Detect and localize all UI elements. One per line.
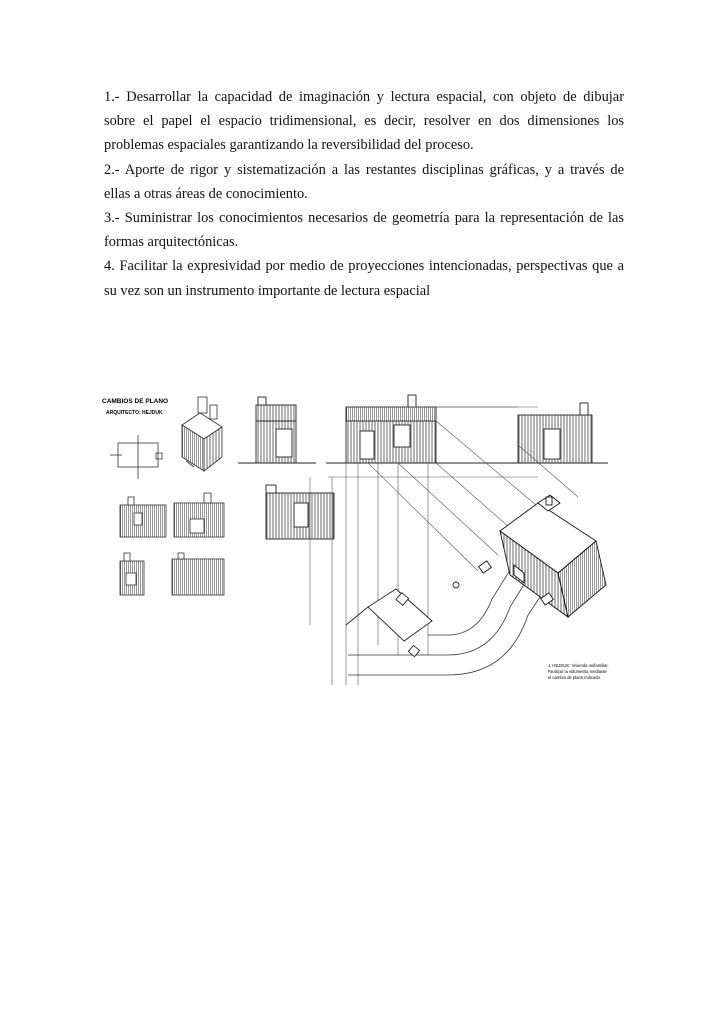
text-line: sobre el papel el espacio tridimensional, es decir, resolver en dos dimensiones los — [104, 113, 624, 130]
text-line: su vez son un instrumento importante de lectura espacial — [104, 282, 431, 299]
main-isometric-volume — [479, 495, 606, 617]
text-line: 3.- Suministrar los conocimientos necesarios de geometría para la representación de las — [104, 210, 624, 227]
small-isometric-view — [182, 397, 222, 471]
elevation-side — [266, 485, 334, 539]
body-text — [104, 85, 624, 303]
figure-note-line-1: J. HEJDUK: Vivienda unifamiliar. — [548, 663, 609, 668]
paragraph-2 — [104, 158, 624, 206]
rotated-plan — [346, 582, 459, 657]
architectural-drawing-figure — [98, 385, 633, 705]
elevation-projected — [326, 395, 518, 463]
text-line: formas arquitectónicas. — [104, 234, 239, 251]
figure-note-line-2: Realizar la volumetría mediante — [548, 669, 607, 674]
figure-subtitle: ARQUITECTO: HEJDUK — [106, 410, 163, 416]
paragraph-3 — [104, 206, 624, 254]
elevation-front — [238, 397, 316, 463]
paragraph-4 — [104, 254, 624, 302]
text-line: 4. Facilitar la expresividad por medio de proyecciones intencionadas, perspectivas que a — [104, 258, 624, 275]
text-line: 1.- Desarrollar la capacidad de imaginación y lectura espacial, con objeto de dibujar — [104, 89, 624, 105]
elevation-right — [510, 403, 608, 463]
small-elevation-3 — [120, 553, 144, 595]
text-line: problemas espaciales garantizando la reversibilidad del proceso. — [104, 137, 474, 154]
figure-note-line-3: el cambio de plano indicado. — [548, 675, 602, 680]
small-elevation-1 — [120, 497, 166, 537]
text-line: 2.- Aporte de rigor y sistematización a las restantes disciplinas gráficas, y a través de — [104, 161, 624, 178]
drawing-svg — [98, 385, 633, 705]
small-elevation-4 — [172, 553, 224, 595]
figure-title: CAMBIOS DE PLANO — [102, 398, 169, 405]
paragraph-1 — [104, 85, 624, 158]
small-plan-view — [110, 435, 162, 479]
small-elevation-2 — [174, 493, 224, 537]
text-line: ellas a otras áreas de conocimiento. — [104, 185, 308, 202]
